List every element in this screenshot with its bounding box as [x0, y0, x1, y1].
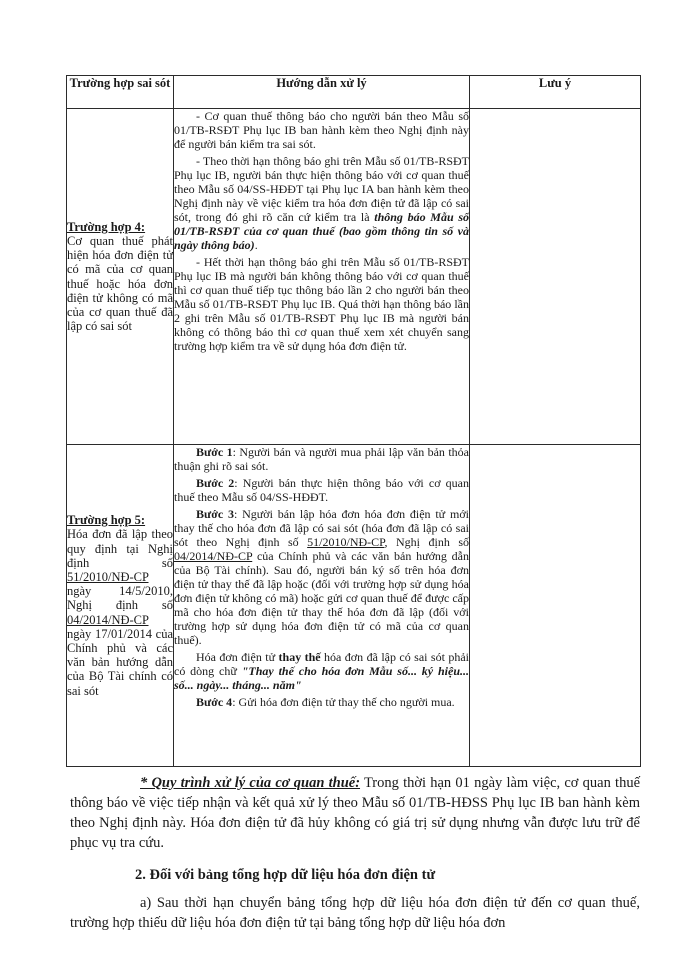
note-text-2: hóa đơn đã lập có sai sót phải có dòng chữ: [174, 650, 469, 678]
case5-replacement-note: [174, 650, 469, 692]
step-3-text-3: của Chính phủ và các văn bản hướng dẫn của Bộ Tài chính). Sau đó, người bán ký số trên hóa đơn điện tử thay thế đã lập hoặc (đối với trường hợp sử dụng hóa đơn điện tử không có mã) hoặc gửi cơ quan thuế để được cấp mã cho hóa đơn điện tử thay thế hóa đơn đã lập (đối với trường hợp sử dụng hóa đơn điện tử có mã của cơ quan thuế).: [174, 549, 469, 647]
case5-step-4: [174, 695, 469, 709]
case4-note-cell: [470, 109, 641, 445]
header-error-case: Trường hợp sai sót: [67, 76, 174, 109]
case5-step-2: [174, 476, 469, 504]
step-3-label: Bước 3: [196, 507, 234, 521]
case4-p2-text: - Theo thời hạn thông báo ghi trên Mẫu số 01/TB-RSĐT Phụ lục IB, người bán thực hiện thông báo với cơ quan thuế theo Mẫu số 04/SS-HĐĐT tại Phụ lục IA ban hành kèm theo Nghị định này về việc kiểm tra hóa đơn điện tử đã lập có sai sót, trong đó ghi rõ căn cứ kiểm tra là: [174, 154, 469, 224]
case4-paragraph-3: - Hết thời hạn thông báo ghi trên Mẫu số 01/TB-RSĐT Phụ lục IB mà người bán không thông báo với cơ quan thuế thì cơ quan thuế tiếp tục thông báo lần 2 cho người bán theo Mẫu số 01/TB-RSĐT Phụ lục IB. Quá thời hạn thông báo lần 2 ghi trên Mẫu số 01/TB-RSĐT Phụ lục IB mà người bán không có thông báo thì cơ quan thuế xem xét chuyển sang trường hợp kiểm tra về sử dụng hóa đơn điện tử.: [174, 255, 469, 353]
case5-desc-text-2: ngày 14/5/2010, Nghị định số: [67, 584, 173, 613]
table-header-row: [67, 76, 641, 109]
step-4-text: : Gửi hóa đơn điện tử thay thế cho người mua.: [232, 695, 455, 709]
case5-guidance-cell: [174, 445, 470, 767]
note-text: Hóa đơn điện tử: [196, 650, 279, 664]
tax-authority-procedure: [70, 773, 640, 853]
case4-p2-end: .: [254, 238, 258, 252]
table-row-case4: [67, 109, 641, 445]
case5-step-3: [174, 507, 469, 647]
case5-description: [67, 527, 173, 697]
case4-guidance-cell: [174, 109, 470, 445]
step-1-label: Bước 1: [196, 445, 233, 459]
step-2-label: Bước 2: [196, 476, 235, 490]
section-heading-2: 2. Đối với bảng tổng hợp dữ liệu hóa đơn điện tử: [135, 867, 436, 883]
step-3-text-2: , Nghị định số: [384, 535, 469, 549]
case4-description: Cơ quan thuế phát hiện hóa đơn điện tử có mã của cơ quan thuế hoặc hóa đơn điện tử không có mã của cơ quan thuế đã lập có sai sót: [67, 233, 173, 334]
case5-desc-text: Hóa đơn đã lập theo quy định tại Nghị định số: [67, 527, 173, 570]
step-3-decree-51-link[interactable]: 51/2010/NĐ-CP: [307, 535, 385, 549]
step-3-text: : Người bán lập hóa đơn hóa đơn điện tử mới thay thế cho hóa đơn đã lập có sai sót (hóa đơn đã lập có sai sót theo Nghị định số: [174, 507, 469, 549]
decree-51-link[interactable]: 51/2010/NĐ-CP: [67, 569, 149, 584]
case5-label: Trường hợp 5:: [67, 513, 146, 528]
procedure-label: * Quy trình xử lý của cơ quan thuế:: [140, 775, 361, 791]
step-4-label: Bước 4: [196, 695, 233, 709]
case5-cell: [67, 445, 174, 767]
header-guidance: Hướng dẫn xử lý: [174, 76, 470, 109]
case4-label: Trường hợp 4:: [67, 219, 146, 234]
step-2-text: : Người bán thực hiện thông báo với cơ quan thuế theo Mẫu số 04/SS-HĐĐT.: [174, 476, 469, 504]
paragraph-a: [70, 893, 640, 933]
case4-cell: [67, 109, 174, 445]
paragraph-a-text: a) Sau thời hạn chuyển bảng tổng hợp dữ liệu hóa đơn điện tử đến cơ quan thuế, trường hợp thiếu dữ liệu hóa đơn điện tử tại bảng tổng hợp dữ liệu hóa đơn: [70, 895, 640, 931]
error-handling-table: [66, 75, 641, 767]
step-1-text: : Người bán và người mua phải lập văn bản thỏa thuận ghi rõ sai sót.: [174, 445, 469, 473]
decree-04-link[interactable]: 04/2014/NĐ-CP: [67, 612, 149, 627]
case5-desc-text-3: ngày 17/01/2014 của Chính phủ và các văn bản hướng dẫn của Bộ Tài chính có sai sót: [67, 626, 173, 698]
case4-p2-emphasis: thông báo Mẫu số 01/TB-RSĐT của cơ quan thuế (bao gồm thông tin số và ngày thông báo): [174, 210, 469, 252]
case5-note-cell: [470, 445, 641, 767]
table-row-case5: [67, 445, 641, 767]
case4-paragraph-1: - Cơ quan thuế thông báo cho người bán theo Mẫu số 01/TB-RSĐT Phụ lục IB ban hành kèm theo Nghị định này để người bán kiểm tra sai sót.: [174, 109, 469, 151]
note-bold: thay thế: [278, 650, 321, 664]
step-3-decree-04-link[interactable]: 04/2014/NĐ-CP: [174, 549, 253, 563]
header-note: Lưu ý: [470, 76, 641, 109]
note-quote: "Thay thế cho hóa đơn Mẫu số... ký hiệu... số... ngày... tháng... năm": [174, 664, 469, 692]
case5-step-1: [174, 445, 469, 473]
procedure-text: Trong thời hạn 01 ngày làm việc, cơ quan thuế thông báo về việc tiếp nhận và kết quả xử lý theo Mẫu số 01/TB-HĐSS Phụ lục IB ban hành kèm theo Nghị định này. Hóa đơn điện tử đã hủy không có giá trị sử dụng nhưng vẫn được lưu trữ để phục vụ tra cứu.: [70, 775, 640, 851]
case4-paragraph-2: [174, 154, 469, 252]
